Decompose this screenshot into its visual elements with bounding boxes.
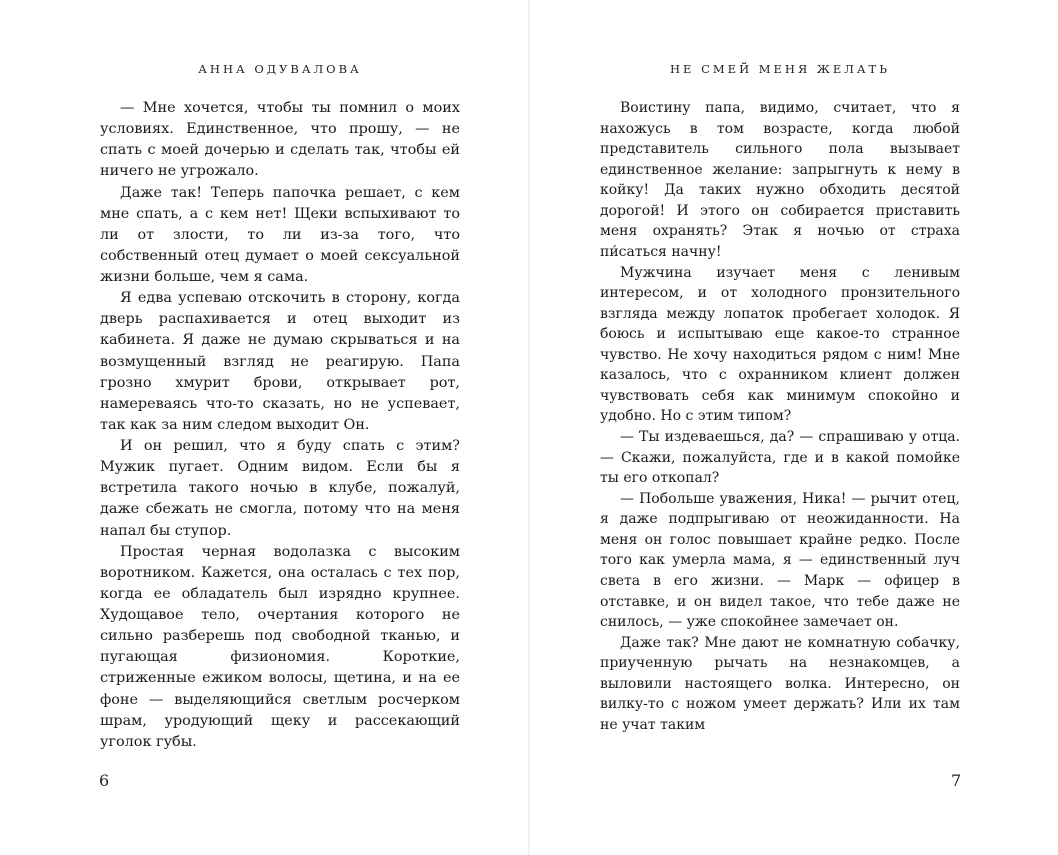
paragraph: Даже так! Теперь папочка решает, с кем мне спать, а с кем нет! Щеки вспыхивают то ли от злости, то ли из-за того, что собственный отец думает о моей сексуальной жизни больше, чем я сама. [100, 184, 460, 285]
paragraph: — Мне хочется, чтобы ты помнил о моих условиях. Единственное, что прошу, — не спать с моей дочерью и сделать так, чтобы ей ничего не угрожало. [100, 100, 460, 180]
page-body-right [600, 98, 960, 735]
right-page [530, 0, 1058, 855]
page-number: 6 [99, 771, 110, 790]
paragraph: — Ты издеваешься, да? — спрашиваю у отца. — Скажи, пожалуйста, где и в какой помойке ты его откопал? [600, 429, 960, 487]
left-page [0, 0, 528, 855]
page-number: 7 [951, 771, 962, 790]
paragraph: Мужчина изучает меня с ленивым интересом, и от холодного пронзительного взгляда между лопаток пробегает холодок. Я боюсь и испытываю еще какое-то странное чувство. Не хочу находиться рядом с ним! Мне казалось, что с охранником клиент должен чувствовать себя как минимум спокойно и удобно. Но с этим типом? [600, 264, 960, 425]
paragraph: — Побольше уважения, Ника! — рычит отец, я даже подпрыгиваю от неожиданности. На меня он голос повышает крайне редко. После того как умерла мама, я — единственный луч света в его жизни. — Марк — офицер в отставке, и он видел такое, что тебе даже не снилось, — уже спокойнее замечает он. [600, 490, 960, 631]
paragraph: Я едва успеваю отскочить в сторону, когда дверь распахивается и отец выходит из кабинета. Я даже не думаю скрываться и на возмущенный взгляд не реагирую. Папа грозно хмурит брови, открывает рот, намереваясь что-то сказать, но не успевает, так как за ним следом выходит Он. [100, 290, 460, 433]
running-header-author: АННА ОДУВАЛОВА [198, 62, 362, 76]
paragraph: Простая черная водолазка с высоким воротником. Кажется, она осталась с тех пор, когда ее обладатель был изрядно крупнее. Худощавое тело, очертания которого не сильно разберешь под свободной тканью, и пугающая физиономия. Короткие, стриженные ежиком волосы, щетина, и на ее фоне — выделяющийся светлым росчерком шрам, уродующий щеку и рассекающий уголок губы. [100, 543, 460, 750]
page-body-left [100, 98, 460, 753]
paragraph: Воистину папа, видимо, считает, что я нахожусь в том возрасте, когда любой представитель сильного пола вызывает единственное желание: запрыгнуть к нему в койку! Да таких нужно обходить десятой дорогой! И этого он собирается приставить меня охранять? Этак я ночью от страха пи́саться начну! [600, 100, 960, 260]
paragraph: И он решил, что я буду спать с этим? Мужик пугает. Одним видом. Если бы я встретила такого ночью в клубе, пожалуй, даже сбежать не смогла, потому что на меня напал бы ступор. [100, 438, 460, 539]
running-header-title: НЕ СМЕЙ МЕНЯ ЖЕЛАТЬ [670, 62, 890, 76]
paragraph: Даже так? Мне дают не комнатную собачку, приученную рычать на незнакомцев, а выловили настоящего волка. Интересно, он вилку-то с ножом умеет держать? Или их там не учат таким [600, 634, 960, 733]
